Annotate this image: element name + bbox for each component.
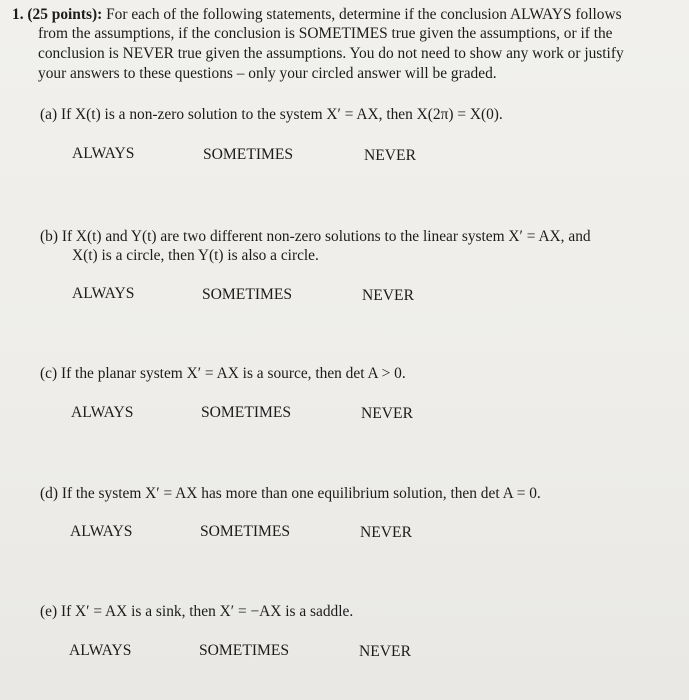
- part-a-statement: [40, 106, 503, 124]
- part-e-choice-never[interactable]: NEVER: [359, 643, 411, 660]
- problem-number: 1.: [12, 6, 24, 23]
- part-e-text: If X′ = AX is a sink, then X′ = −AX is a saddle.: [60, 603, 354, 620]
- part-b-choice-never[interactable]: NEVER: [362, 287, 414, 304]
- problem-intro-line-2: from the assumptions, if the conclusion is SOMETIMES true given the assumptions, or if the: [38, 25, 613, 42]
- part-d-choice-sometimes[interactable]: SOMETIMES: [200, 523, 291, 540]
- part-b-choice-always[interactable]: ALWAYS: [72, 285, 135, 302]
- part-d-text: If the system X′ = AX has more than one equilibrium solution, then det A = 0.: [61, 485, 541, 502]
- part-c-choice-always[interactable]: ALWAYS: [71, 404, 134, 421]
- part-a-choice-sometimes[interactable]: SOMETIMES: [203, 146, 294, 163]
- problem-intro-line-1: [12, 6, 622, 24]
- part-b-statement-line-1: [40, 228, 591, 246]
- intro-text-1: For each of the following statements, determine if the conclusion ALWAYS follows: [106, 6, 622, 23]
- part-e-choice-always[interactable]: ALWAYS: [69, 642, 132, 659]
- part-d-label: (d): [40, 485, 58, 502]
- part-d-choice-never[interactable]: NEVER: [360, 524, 412, 541]
- problem-intro-line-4: your answers to these questions – only your circled answer will be graded.: [38, 65, 497, 82]
- part-d-choice-always[interactable]: ALWAYS: [70, 523, 133, 540]
- part-e-choice-sometimes[interactable]: SOMETIMES: [199, 642, 290, 659]
- part-c-choice-sometimes[interactable]: SOMETIMES: [201, 404, 292, 421]
- problem-points: (25 points):: [27, 6, 103, 23]
- part-c-label: (c): [40, 365, 58, 382]
- part-a-label: (a): [40, 106, 58, 123]
- part-d-statement: [40, 485, 541, 503]
- problem-intro-line-3: conclusion is NEVER true given the assumptions. You do not need to show any work or justify: [38, 45, 624, 62]
- part-c-text: If the planar system X′ = AX is a source, then det A > 0.: [60, 365, 406, 382]
- part-a-choice-always[interactable]: ALWAYS: [72, 145, 135, 162]
- part-b-text-1: If X(t) and Y(t) are two different non-zero solutions to the linear system X′ = AX, and: [61, 228, 591, 245]
- part-b-statement-line-2: X(t) is a circle, then Y(t) is also a circle.: [72, 247, 319, 264]
- part-b-label: (b): [40, 228, 58, 245]
- part-c-choice-never[interactable]: NEVER: [361, 405, 413, 422]
- part-e-statement: [40, 603, 353, 621]
- part-c-statement: [40, 365, 406, 383]
- part-a-choice-never[interactable]: NEVER: [364, 147, 416, 164]
- part-a-text: If X(t) is a non-zero solution to the system X′ = AX, then X(2π) = X(0).: [60, 106, 503, 123]
- part-e-label: (e): [40, 603, 58, 620]
- part-b-choice-sometimes[interactable]: SOMETIMES: [202, 286, 293, 303]
